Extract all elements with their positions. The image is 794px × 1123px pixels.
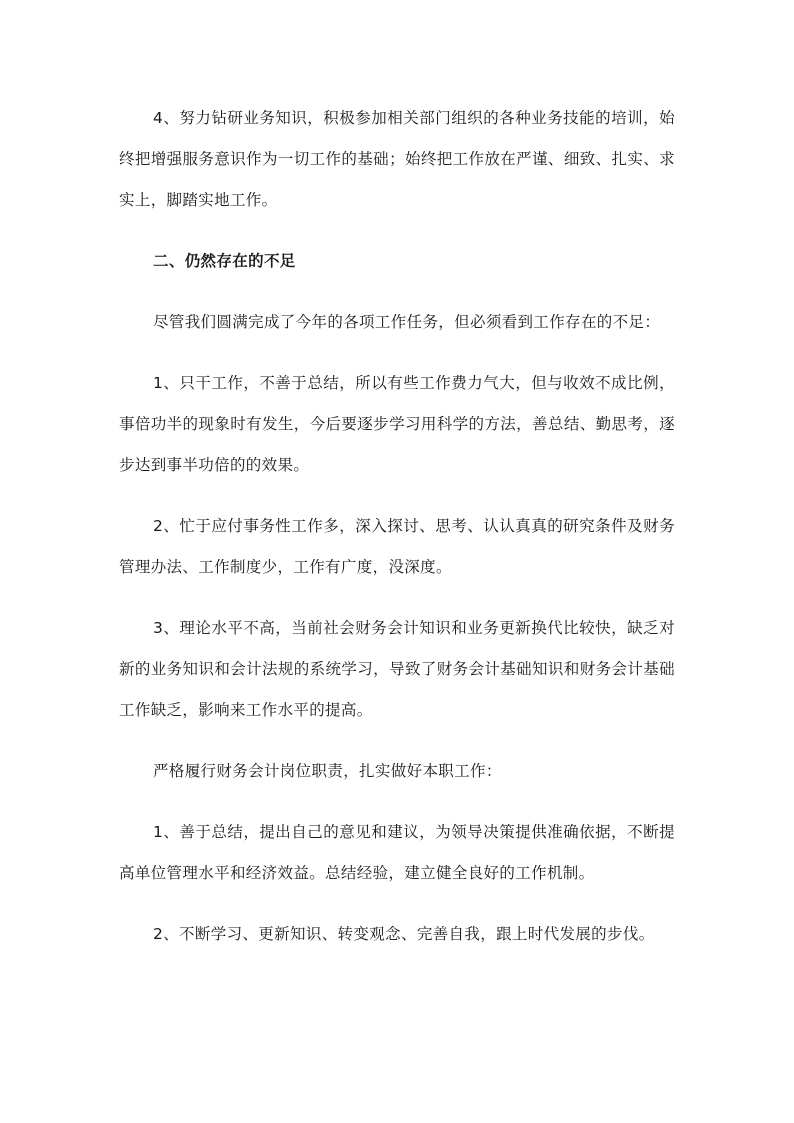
section-heading-shortcomings: 二、仍然存在的不足 <box>153 252 296 270</box>
paragraph-shortcoming-1: 1、只干工作，不善于总结，所以有些工作费力气大，但与收效不成比例，事倍功半的现象时有发生，今后要逐步学习用科学的方法，善总结、勤思考，逐步达到事半功倍的的效果。 <box>119 374 675 474</box>
paragraph-shortcoming-2: 2、忙于应付事务性工作多，深入探讨、思考、认认真真的研究条件及财务管理办法、工作制度少，工作有广度，没深度。 <box>119 517 675 576</box>
paragraph-shortcomings-intro: 尽管我们圆满完成了今年的各项工作任务，但必须看到工作存在的不足： <box>153 313 661 331</box>
paragraph-duties-intro: 严格履行财务会计岗位职责，扎实做好本职工作： <box>153 762 502 780</box>
paragraph-duty-2: 2、不断学习、更新知识、转变观念、完善自我，跟上时代发展的步伐。 <box>153 925 655 943</box>
paragraph-item-4-study: 4、努力钻研业务知识，积极参加相关部门组织的各种业务技能的培训，始终把增强服务意识作为一切工作的基础；始终把工作放在严谨、细致、扎实、求实上，脚踏实地工作。 <box>119 109 675 209</box>
paragraph-shortcoming-3: 3、理论水平不高，当前社会财务会计知识和业务更新换代比较快，缺乏对新的业务知识和会计法规的系统学习，导致了财务会计基础知识和财务会计基础工作缺乏，影响来工作水平的提高。 <box>119 619 675 719</box>
document-body <box>119 98 675 975</box>
paragraph-duty-1: 1、善于总结，提出自己的意见和建议，为领导决策提供准确依据，不断提高单位管理水平和经济效益。总结经验，建立健全良好的工作机制。 <box>119 823 675 882</box>
